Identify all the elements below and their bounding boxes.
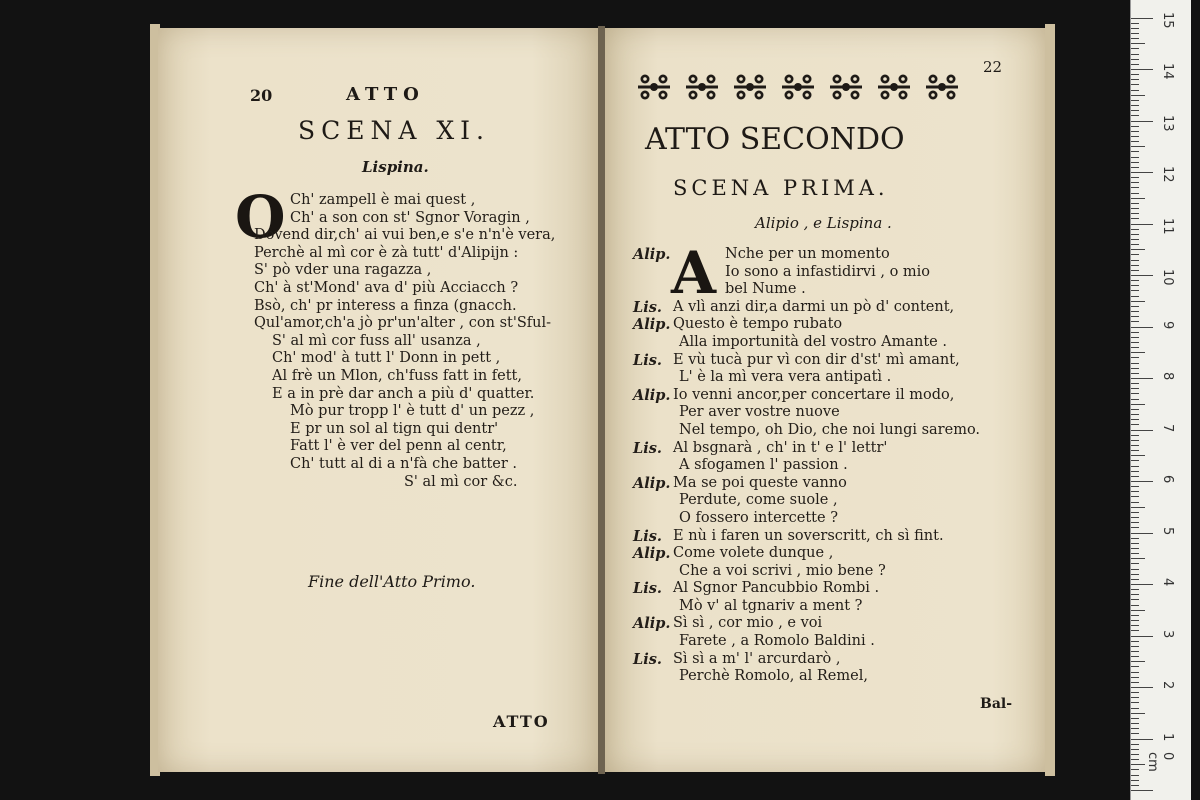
fleuron-ornament-icon — [779, 70, 817, 104]
ruler-tick — [1131, 275, 1153, 276]
ruler-tick — [1131, 203, 1139, 204]
ruler-tick — [1131, 553, 1139, 554]
ruler-number: 4 — [1160, 578, 1175, 587]
ruler-tick — [1131, 733, 1139, 734]
measuring-ruler — [1130, 0, 1191, 800]
ruler-number: 5 — [1160, 526, 1175, 535]
verse-line: Mò pur tropp l' è tutt d' un pezz , — [290, 403, 535, 420]
ruler-tick — [1131, 306, 1139, 307]
speaker-label: Lis. — [633, 527, 662, 545]
speaker-label: Lis. — [633, 298, 662, 316]
ruler-tick — [1131, 69, 1153, 70]
ruler-tick — [1131, 512, 1139, 513]
verse-line: S' al mì cor &c. — [404, 473, 518, 490]
ruler-tick — [1131, 636, 1153, 637]
ruler-tick — [1131, 105, 1139, 106]
speaker-label: Alip. — [633, 615, 671, 633]
fleuron-ornament-icon — [875, 70, 913, 104]
dialogue-text: Io venni ancor,per concertare il modo, — [673, 386, 955, 403]
verse-line: Fatt l' è ver del penn al centr, — [290, 438, 507, 455]
right-page-number: 22 — [983, 58, 1003, 76]
dialogue-text: Alla importunità del vostro Amante . — [679, 333, 947, 350]
ruler-tick — [1131, 620, 1139, 621]
ruler-tick — [1131, 615, 1139, 616]
fleuron-ornament-icon — [731, 70, 769, 104]
characters-line: Alipio , e Lispina . — [755, 214, 892, 232]
ruler-tick — [1131, 466, 1139, 467]
ruler-tick — [1131, 224, 1153, 225]
ruler-tick — [1131, 574, 1139, 575]
dialogue-text: Mò v' al tgnariv a ment ? — [679, 597, 863, 614]
ruler-tick — [1131, 749, 1139, 750]
fleuron-ornament-icon — [923, 70, 961, 104]
ruler-tick — [1131, 213, 1139, 214]
dialogue-text: A vlì anzi dir,a darmi un pò d' content, — [673, 298, 955, 315]
fleuron-ornament-icon — [635, 70, 673, 104]
ruler-tick — [1131, 352, 1145, 353]
ruler-number: 1 — [1160, 732, 1175, 741]
dialogue-text: Come volete dunque , — [673, 545, 834, 562]
ruler-tick — [1131, 23, 1139, 24]
ruler-tick — [1131, 533, 1153, 534]
verse-line: Bsò, ch' pr interess a finza (gnacch. — [254, 297, 517, 314]
verse-line: Ch' a son con st' Sgnor Voragin , — [290, 209, 530, 226]
dialogue-text: Perdute, come suole , — [679, 492, 838, 509]
ruler-tick — [1131, 208, 1139, 209]
speaker-label: Alip. — [633, 545, 671, 563]
right-scene-title: SCENA PRIMA. — [673, 176, 889, 200]
ruler-tick — [1131, 558, 1145, 559]
right-drop-cap: A — [671, 239, 717, 307]
ruler-tick — [1131, 430, 1153, 431]
ruler-tick — [1131, 59, 1139, 60]
ruler-tick — [1131, 347, 1139, 348]
ruler-tick — [1131, 316, 1139, 317]
ruler-tick — [1131, 713, 1145, 714]
ruler-tick — [1131, 110, 1139, 111]
ruler-tick — [1131, 450, 1139, 451]
ruler-tick — [1131, 739, 1153, 740]
ruler-tick — [1131, 543, 1139, 544]
ruler-tick — [1131, 409, 1139, 410]
ruler-tick — [1131, 419, 1139, 420]
ruler-tick — [1131, 187, 1139, 188]
ruler-tick — [1131, 337, 1139, 338]
ruler-tick — [1131, 177, 1139, 178]
ruler-number: 8 — [1160, 372, 1175, 381]
verse-line: Al frè un Mlon, ch'fuss fatt in fett, — [272, 367, 522, 384]
ruler-tick — [1131, 301, 1145, 302]
ruler-tick — [1131, 234, 1139, 235]
ruler-tick — [1131, 785, 1139, 786]
verse-line: Qul'amor,ch'a jò pr'un'alter , con st'Sful- — [254, 315, 551, 332]
ruler-tick — [1131, 496, 1139, 497]
ruler-tick — [1131, 481, 1153, 482]
dialogue-text: bel Nume . — [725, 281, 806, 298]
ruler-tick — [1131, 90, 1139, 91]
verse-line: Ch' zampell è mai quest , — [290, 192, 476, 208]
ruler-tick — [1131, 440, 1139, 441]
speaker-label: Alip. — [633, 246, 671, 263]
verse-line: Ch' tutt al di a n'fà che batter . — [290, 455, 518, 472]
ruler-tick — [1131, 759, 1139, 760]
ruler-tick — [1131, 527, 1139, 528]
ruler-tick — [1131, 280, 1139, 281]
ruler-tick — [1131, 290, 1139, 291]
dialogue-text: Ma se poi queste vanno — [673, 474, 847, 491]
dialogue-text: O fossero intercette ? — [679, 509, 838, 526]
ruler-tick — [1131, 641, 1139, 642]
ruler-tick — [1131, 610, 1145, 611]
ruler-tick — [1131, 383, 1139, 384]
ruler-tick — [1131, 646, 1139, 647]
ruler-tick — [1131, 239, 1139, 240]
ruler-tick — [1131, 368, 1139, 369]
ruler-tick — [1131, 141, 1139, 142]
ruler-tick — [1131, 563, 1139, 564]
dialogue-text: Al bsgnarà , ch' in t' e l' lettr' — [673, 439, 888, 456]
left-scene-title: SCENA XI. — [298, 116, 491, 145]
open-book — [150, 20, 1055, 780]
ruler-tick — [1131, 682, 1139, 683]
ruler-number: 10 — [1160, 269, 1175, 286]
dialogue-text: Per aver vostre nuove — [679, 404, 840, 421]
ruler-tick — [1131, 167, 1139, 168]
dialogue-text: Perchè Romolo, al Remel, — [679, 668, 868, 685]
ruler-tick — [1131, 162, 1139, 163]
ruler-tick — [1131, 672, 1139, 673]
ruler-tick — [1131, 131, 1139, 132]
act-title: ATTO SECONDO — [645, 122, 905, 157]
speaker-label: Lis. — [633, 650, 662, 668]
left-page-number: 20 — [250, 86, 273, 105]
ruler-tick — [1131, 775, 1139, 776]
ruler-tick — [1131, 435, 1139, 436]
ruler-tick — [1131, 424, 1139, 425]
ruler-tick — [1131, 445, 1139, 446]
ruler-tick — [1131, 38, 1139, 39]
ruler-tick — [1131, 378, 1153, 379]
ruler-tick — [1131, 28, 1139, 29]
ruler-tick — [1131, 599, 1139, 600]
dialogue-text: E vù tucà pur vì con dir d'st' mì amant, — [673, 351, 960, 368]
ruler-tick — [1131, 332, 1139, 333]
ruler-tick — [1131, 677, 1139, 678]
ruler-tick — [1131, 399, 1139, 400]
ruler-tick — [1131, 198, 1145, 199]
book-gutter — [598, 26, 605, 774]
ruler-tick — [1131, 517, 1139, 518]
ruler-tick — [1131, 260, 1139, 261]
ruler-tick — [1131, 95, 1145, 96]
ruler-tick — [1131, 146, 1145, 147]
speaker-label: Lis. — [633, 580, 662, 598]
ruler-tick — [1131, 579, 1139, 580]
dialogue-text: L' è la mì vera vera antipatì . — [679, 369, 892, 386]
ruler-tick — [1131, 476, 1139, 477]
ruler-tick — [1131, 64, 1139, 65]
ruler-tick — [1131, 172, 1153, 173]
ruler-tick — [1131, 661, 1145, 662]
verse-line: E a in prè dar anch a più d' quatter. — [272, 385, 535, 402]
speaker-label: Alip. — [633, 316, 671, 334]
fleuron-ornament-icon — [683, 70, 721, 104]
ruler-tick — [1131, 136, 1139, 137]
ruler-tick — [1131, 697, 1139, 698]
dialogue-text: Sì sì , cor mio , e voi — [673, 615, 823, 632]
ruler-tick — [1131, 363, 1139, 364]
ruler-number: 7 — [1160, 423, 1175, 432]
ruler-tick — [1131, 708, 1139, 709]
ruler-tick — [1131, 491, 1139, 492]
speaker-label: Lis. — [633, 439, 662, 457]
verse-line: Ch' à st'Mond' ava d' più Acciacch ? — [254, 279, 519, 296]
ruler-tick — [1131, 84, 1139, 85]
ruler-tick — [1131, 193, 1139, 194]
verse-line: Ch' mod' à tutt l' Donn in pett , — [272, 350, 501, 367]
ruler-tick — [1131, 270, 1139, 271]
ruler-tick — [1131, 254, 1139, 255]
ruler-tick — [1131, 538, 1139, 539]
ruler-tick — [1131, 666, 1139, 667]
ruler-tick — [1131, 388, 1139, 389]
ruler-tick — [1131, 321, 1139, 322]
ruler-tick — [1131, 754, 1139, 755]
ruler-tick — [1131, 285, 1139, 286]
right-page-edge — [1045, 24, 1055, 776]
left-verse-block — [254, 192, 555, 491]
end-of-act: Fine dell'Atto Primo. — [308, 572, 476, 591]
ruler-tick — [1131, 79, 1139, 80]
ruler-tick — [1131, 455, 1145, 456]
fleuron-ornament-icon — [827, 70, 865, 104]
ruler-tick — [1131, 54, 1139, 55]
ruler-tick — [1131, 74, 1139, 75]
ruler-number: 9 — [1160, 320, 1175, 329]
ruler-tick — [1131, 33, 1139, 34]
verse-line: S' pò vder una ragazza , — [254, 262, 432, 279]
left-catchword: ATTO — [493, 712, 550, 731]
right-page — [605, 28, 1045, 772]
ruler-tick — [1131, 311, 1139, 312]
ruler-tick — [1131, 126, 1139, 127]
ruler-tick — [1131, 43, 1145, 44]
ruler-tick — [1131, 584, 1153, 585]
ruler-tick — [1131, 605, 1139, 606]
dialogue-text: Nche per un momento — [725, 246, 890, 262]
left-page — [158, 28, 598, 772]
ruler-tick — [1131, 357, 1139, 358]
ruler-tick — [1131, 656, 1139, 657]
ruler-number: 13 — [1160, 114, 1175, 132]
ruler-number: 14 — [1160, 63, 1175, 80]
ruler-tick — [1131, 460, 1139, 461]
verse-line: Dovend dir,ch' ai vui ben,e s'e n'n'è vera, — [254, 227, 556, 244]
ruler-number: 2 — [1160, 681, 1175, 690]
ruler-tick — [1131, 723, 1139, 724]
ruler-tick — [1131, 594, 1139, 595]
ruler-tick — [1131, 548, 1139, 549]
ruler-tick — [1131, 687, 1153, 688]
ruler-tick — [1131, 507, 1145, 508]
ruler-tick — [1131, 249, 1145, 250]
ruler-tick — [1131, 522, 1139, 523]
ruler-tick — [1131, 404, 1145, 405]
ruler-tick — [1131, 471, 1139, 472]
ruler-number: 15 — [1160, 11, 1175, 29]
ruler-tick — [1131, 342, 1139, 343]
ruler-tick — [1131, 790, 1153, 791]
ruler-tick — [1131, 18, 1153, 19]
ruler-tick — [1131, 115, 1139, 116]
dialogue-text: Io sono a infastidirvi , o mio — [725, 263, 931, 280]
ruler-tick — [1131, 718, 1139, 719]
ruler-tick — [1131, 486, 1139, 487]
ruler-tick — [1131, 769, 1139, 770]
ruler-tick — [1131, 414, 1139, 415]
verse-line: S' al mì cor fuss all' usanza , — [272, 332, 481, 349]
dialogue-text: Sì sì a m' l' arcurdarò , — [673, 650, 841, 667]
ruler-tick — [1131, 157, 1139, 158]
ruler-tick — [1131, 764, 1145, 765]
ruler-tick — [1131, 244, 1139, 245]
ruler-tick — [1131, 589, 1139, 590]
ruler-tick — [1131, 296, 1139, 297]
dialogue-text: E nù i faren un soverscritt, ch sì fint. — [673, 527, 944, 544]
dialogue-text: Nel tempo, oh Dio, che noi lungi saremo. — [679, 421, 981, 438]
ruler-tick — [1131, 692, 1139, 693]
ruler-tick — [1131, 702, 1139, 703]
ruler-tick — [1131, 651, 1139, 652]
ruler-tick — [1131, 744, 1139, 745]
dialogue-text: A sfogamen l' passion . — [679, 457, 848, 474]
ruler-tick — [1131, 625, 1139, 626]
ruler-number: 6 — [1160, 475, 1175, 484]
ruler-tick — [1131, 121, 1153, 122]
left-drop-cap: O — [235, 183, 286, 251]
ruler-tick — [1131, 327, 1153, 328]
right-catchword: Bal- — [980, 696, 1013, 712]
verse-line: E pr un sol al tign qui dentr' — [290, 420, 499, 437]
ruler-tick — [1131, 373, 1139, 374]
left-speaker: Lispina. — [362, 158, 429, 176]
ruler-tick — [1131, 502, 1139, 503]
ruler-tick — [1131, 229, 1139, 230]
ruler-tick — [1131, 569, 1139, 570]
ruler-tick — [1131, 182, 1139, 183]
ruler-tick — [1131, 780, 1139, 781]
ruler-tick — [1131, 48, 1139, 49]
speaker-label: Alip. — [633, 474, 671, 492]
ruler-tick — [1131, 728, 1139, 729]
ruler-tick — [1131, 100, 1139, 101]
dialogue-text: Che a voi scrivi , mio bene ? — [679, 562, 886, 579]
dialogue-text: Questo è tempo rubato — [673, 316, 843, 333]
ruler-tick — [1131, 218, 1139, 219]
speaker-label: Lis. — [633, 351, 662, 369]
ruler-number: 12 — [1160, 166, 1175, 183]
ruler-unit-label: 0 cm — [1145, 752, 1175, 772]
ornament-band — [635, 70, 961, 104]
ruler-number: 11 — [1160, 217, 1175, 235]
ruler-number: 3 — [1160, 629, 1175, 638]
ruler-tick — [1131, 630, 1139, 631]
left-running-head: ATTO — [346, 84, 425, 105]
ruler-tick — [1131, 393, 1139, 394]
dialogue-text: Farete , a Romolo Baldini . — [679, 633, 875, 650]
ruler-tick — [1131, 151, 1139, 152]
speaker-label: Alip. — [633, 386, 671, 404]
dialogue-text: Al Sgnor Pancubbio Rombi . — [673, 580, 880, 597]
ruler-tick — [1131, 265, 1139, 266]
verse-line: Perchè al mì cor è zà tutt' d'Alipijn : — [254, 244, 519, 261]
